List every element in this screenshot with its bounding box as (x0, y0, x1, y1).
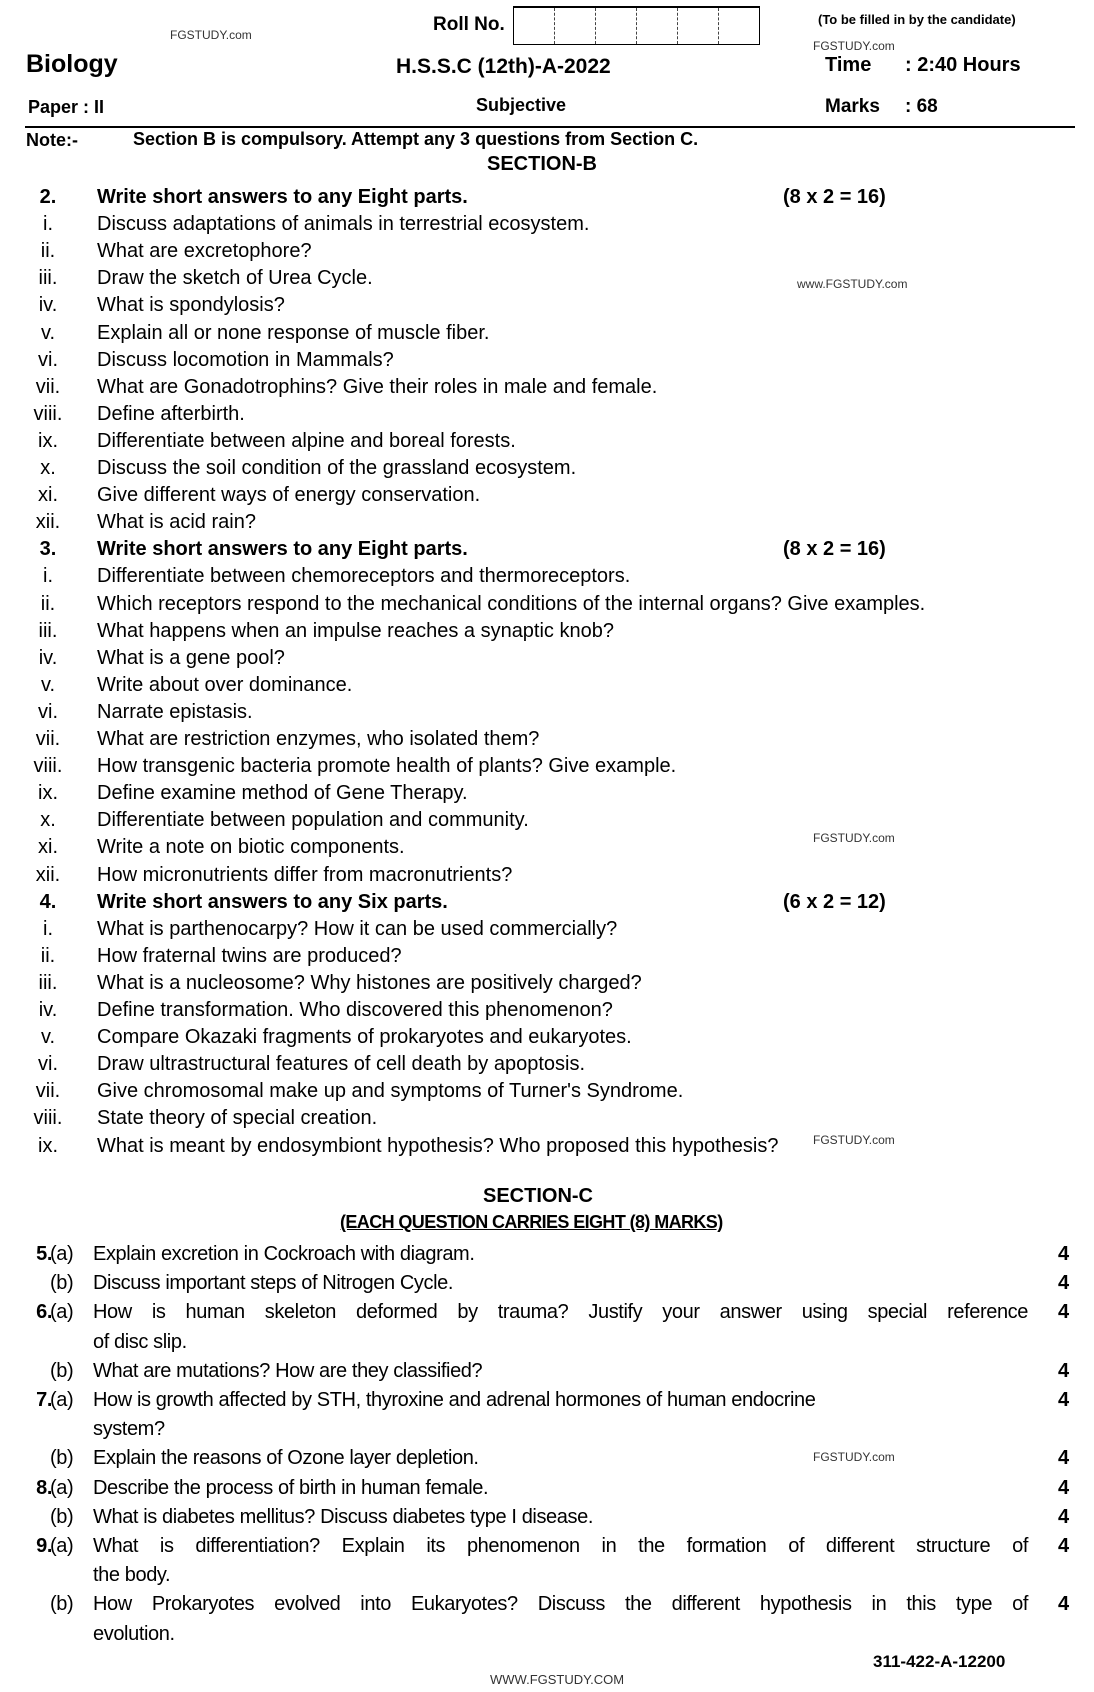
question-part-label: (b) (50, 1272, 74, 1295)
question-marks: 4 (1058, 1593, 1069, 1616)
question-number: xi. (38, 836, 58, 859)
question-number: i. (43, 213, 53, 236)
question-number: viii. (33, 1107, 63, 1130)
long-question-part (0, 1444, 1094, 1473)
question-number: ix. (38, 429, 58, 452)
long-question-part (0, 1474, 1094, 1503)
question-text: Write short answers to any Six parts. (97, 890, 448, 913)
question-text: Define transformation. Who discovered this phenomenon? (97, 999, 613, 1021)
question-number: iv. (38, 646, 58, 669)
long-question-part (0, 1561, 1094, 1590)
header-divider (25, 126, 1075, 128)
question-number: iii. (38, 267, 58, 290)
question-marks: 4 (1058, 1389, 1069, 1411)
long-question-part (0, 1590, 1094, 1619)
question-text: system? (93, 1418, 165, 1441)
paper-code: 311-422-A-12200 (873, 1652, 1006, 1671)
question-text: Differentiate between alpine and boreal forests. (97, 429, 516, 452)
question-text: Discuss adaptations of animals in terrestrial ecosystem. (97, 213, 590, 236)
exam-title: H.S.S.C (12th)-A-2022 (396, 55, 611, 78)
question-number: vi. (38, 1053, 58, 1076)
roll-no-label: Roll No. (433, 14, 505, 35)
watermark: WWW.FGSTUDY.COM (490, 1672, 625, 1687)
question-marks: 4 (1058, 1301, 1069, 1324)
question-part (0, 780, 1094, 807)
long-question-part (0, 1415, 1094, 1444)
question-number: vii. (35, 375, 61, 398)
question-text: Give chromosomal make up and symptoms of Turner's Syndrome. (97, 1080, 684, 1103)
question-marks: 4 (1058, 1505, 1069, 1528)
long-question-part (0, 1240, 1094, 1269)
question-text: What is spondylosis? (97, 294, 285, 317)
long-question-part (0, 1269, 1094, 1298)
question-text: What are excretophore? (97, 240, 312, 263)
question-number: viii. (33, 755, 63, 778)
question-number: vii. (35, 728, 61, 750)
question-number: 5. (36, 1243, 52, 1265)
question-part (0, 347, 1094, 374)
question-text: What happens when an impulse reaches a synaptic knob? (97, 619, 614, 642)
question-text: How is growth affected by STH, thyroxine and adrenal hormones of human endocrine (93, 1389, 816, 1411)
paper-type: Subjective (476, 95, 567, 115)
roll-note: (To be filled in by the candidate) (818, 12, 1016, 27)
section-b-title: SECTION-B (487, 153, 597, 175)
subject-title: Biology (26, 50, 118, 78)
question-marks: (6 x 2 = 12) (783, 890, 886, 913)
question-number: vi. (38, 700, 58, 723)
question-text: Write a note on biotic components. (97, 836, 405, 859)
question-text: What is parthenocarpy? How it can be used commercially? (97, 917, 618, 940)
question-part (0, 726, 1094, 753)
question-text: What is differentiation? Explain its phenomenon in the formation of different structure of (93, 1535, 1028, 1557)
question-part (0, 834, 1094, 861)
long-question-part (0, 1298, 1094, 1327)
question-number: iii. (38, 619, 58, 642)
long-question-part (0, 1328, 1094, 1357)
question-part (0, 970, 1094, 997)
watermark: www.FGSTUDY.com (797, 277, 908, 291)
question-part (0, 997, 1094, 1024)
question-text: Discuss locomotion in Mammals? (97, 348, 394, 371)
question-number: xi. (38, 484, 58, 507)
question-marks: 4 (1058, 1359, 1069, 1382)
question-text: Discuss important steps of Nitrogen Cycle. (93, 1272, 454, 1295)
question-number: x. (40, 809, 56, 832)
watermark: FGSTUDY.com (813, 1450, 895, 1464)
long-question-part (0, 1357, 1094, 1386)
question-heading (0, 889, 1094, 916)
section-c-title: SECTION-C (483, 1185, 593, 1207)
question-part (0, 428, 1094, 455)
question-text: Write short answers to any Eight parts. (97, 186, 468, 208)
question-number: 8. (36, 1476, 52, 1499)
question-number: v. (40, 673, 56, 696)
question-text: How micronutrients differ from macronutrients? (97, 863, 513, 886)
question-part (0, 699, 1094, 726)
question-number: i. (43, 565, 53, 588)
question-part (0, 211, 1094, 238)
question-part (0, 1051, 1094, 1078)
question-part (0, 1133, 1094, 1160)
question-part-label: (a) (50, 1301, 74, 1324)
question-number: xii. (35, 511, 61, 534)
question-number: vi. (38, 348, 58, 371)
question-part (0, 238, 1094, 265)
question-number: ii. (40, 240, 56, 263)
question-text: Discuss the soil condition of the grassland ecosystem. (97, 457, 577, 479)
question-part (0, 509, 1094, 536)
watermark: FGSTUDY.com (170, 28, 252, 42)
question-marks: (8 x 2 = 16) (783, 538, 886, 561)
question-text: How fraternal twins are produced? (97, 944, 402, 967)
question-number: 6. (36, 1301, 52, 1324)
question-number: 2. (39, 186, 57, 208)
question-text: What is diabetes mellitus? Discuss diabetes type I disease. (93, 1505, 593, 1528)
question-text: State theory of special creation. (97, 1107, 378, 1130)
question-part (0, 645, 1094, 672)
question-number: iii. (38, 971, 58, 994)
question-part (0, 916, 1094, 943)
question-part (0, 374, 1094, 401)
question-part (0, 862, 1094, 889)
question-text: Draw ultrastructural features of cell death by apoptosis. (97, 1053, 586, 1076)
question-marks: 4 (1058, 1243, 1069, 1265)
question-text: How transgenic bacteria promote health of plants? Give example. (97, 755, 677, 778)
question-marks: 4 (1058, 1535, 1069, 1557)
watermark: FGSTUDY.com (813, 831, 895, 845)
question-text: Narrate epistasis. (97, 700, 253, 723)
question-text: Differentiate between chemoreceptors and thermoreceptors. (97, 565, 631, 588)
question-number: i. (43, 917, 53, 940)
question-text: Explain all or none response of muscle fiber. (97, 321, 490, 344)
question-part (0, 401, 1094, 428)
note-text: Section B is compulsory. Attempt any 3 questions from Section C. (133, 129, 699, 149)
question-text: Explain excretion in Cockroach with diagram. (93, 1243, 475, 1265)
question-part (0, 482, 1094, 509)
question-number: ii. (40, 944, 56, 967)
question-marks: 4 (1058, 1272, 1069, 1295)
question-number: 9. (36, 1535, 52, 1557)
question-text: Define afterbirth. (97, 402, 245, 425)
question-text: How is human skeleton deformed by trauma? Justify your answer using special reference (93, 1301, 1028, 1324)
question-text: of disc slip. (93, 1330, 187, 1353)
long-question-part (0, 1503, 1094, 1532)
question-part-label: (a) (50, 1389, 74, 1411)
question-part (0, 591, 1094, 618)
question-text: Define examine method of Gene Therapy. (97, 782, 468, 805)
question-number: ix. (38, 1134, 58, 1157)
question-number: iv. (38, 999, 58, 1021)
question-text: evolution. (93, 1622, 175, 1645)
question-part (0, 1105, 1094, 1132)
question-number: v. (40, 1026, 56, 1049)
question-number: 7. (36, 1389, 52, 1411)
time-value: : 2:40 Hours (905, 54, 1021, 76)
question-text: What is a gene pool? (97, 646, 285, 669)
question-part (0, 563, 1094, 590)
question-part (0, 1024, 1094, 1051)
note-label: Note:- (26, 130, 78, 150)
question-text: What are mutations? How are they classified? (93, 1359, 483, 1382)
question-part (0, 320, 1094, 347)
question-number: viii. (33, 402, 63, 425)
time-label: Time (825, 54, 872, 76)
question-marks: 4 (1058, 1476, 1069, 1499)
question-text: Compare Okazaki fragments of prokaryotes and eukaryotes. (97, 1026, 632, 1049)
question-part (0, 1078, 1094, 1105)
question-heading (0, 184, 1094, 211)
long-question-part (0, 1620, 1094, 1649)
question-number: v. (40, 321, 56, 344)
question-number: 3. (39, 538, 57, 561)
question-part (0, 265, 1094, 292)
question-part (0, 455, 1094, 482)
question-number: x. (40, 457, 56, 479)
question-part-label: (a) (50, 1476, 74, 1499)
question-number: vii. (35, 1080, 61, 1103)
question-text: How Prokaryotes evolved into Eukaryotes? Discuss the different hypothesis in this type of (93, 1593, 1028, 1616)
question-part (0, 672, 1094, 699)
question-text: What is meant by endosymbiont hypothesis? Who proposed this hypothesis? (97, 1134, 779, 1157)
question-text: Differentiate between population and community. (97, 809, 529, 832)
question-text: Draw the sketch of Urea Cycle. (97, 267, 373, 290)
question-part (0, 807, 1094, 834)
question-text: What are restriction enzymes, who isolated them? (97, 728, 540, 750)
long-question-part (0, 1386, 1094, 1415)
question-marks: 4 (1058, 1447, 1069, 1470)
question-part (0, 943, 1094, 970)
question-part-label: (b) (50, 1359, 74, 1382)
section-c-subtitle: (EACH QUESTION CARRIES EIGHT (8) MARKS) (340, 1212, 723, 1232)
question-number: ix. (38, 782, 58, 805)
paper-number: Paper : II (28, 97, 105, 117)
marks-value: : 68 (905, 96, 938, 117)
question-text: What is acid rain? (97, 511, 256, 534)
question-part (0, 292, 1094, 319)
question-text: Give different ways of energy conservation. (97, 484, 481, 507)
long-question-part (0, 1532, 1094, 1561)
watermark: FGSTUDY.com (813, 39, 895, 53)
question-text: What are Gonadotrophins? Give their roles in male and female. (97, 375, 658, 398)
question-marks: (8 x 2 = 16) (783, 186, 886, 208)
question-text: Write about over dominance. (97, 673, 353, 696)
question-part (0, 618, 1094, 645)
question-text: the body. (93, 1564, 171, 1587)
roll-no-boxes[interactable] (513, 6, 760, 45)
question-heading (0, 536, 1094, 563)
question-number: ii. (40, 592, 56, 615)
question-number: xii. (35, 863, 61, 886)
watermark: FGSTUDY.com (813, 1133, 895, 1147)
question-part-label: (b) (50, 1593, 74, 1616)
question-text: Explain the reasons of Ozone layer depletion. (93, 1447, 479, 1470)
question-text: Write short answers to any Eight parts. (97, 538, 468, 561)
question-text: Which receptors respond to the mechanical conditions of the internal organs? Give examples. (97, 592, 926, 615)
question-part-label: (a) (50, 1243, 74, 1265)
question-text: Describe the process of birth in human female. (93, 1476, 489, 1499)
question-part (0, 753, 1094, 780)
question-part-label: (b) (50, 1505, 74, 1528)
question-part-label: (a) (50, 1535, 74, 1557)
question-number: 4. (39, 890, 57, 913)
question-number: iv. (38, 294, 58, 317)
marks-label: Marks (825, 96, 880, 117)
question-part-label: (b) (50, 1447, 74, 1470)
question-text: What is a nucleosome? Why histones are positively charged? (97, 971, 642, 994)
